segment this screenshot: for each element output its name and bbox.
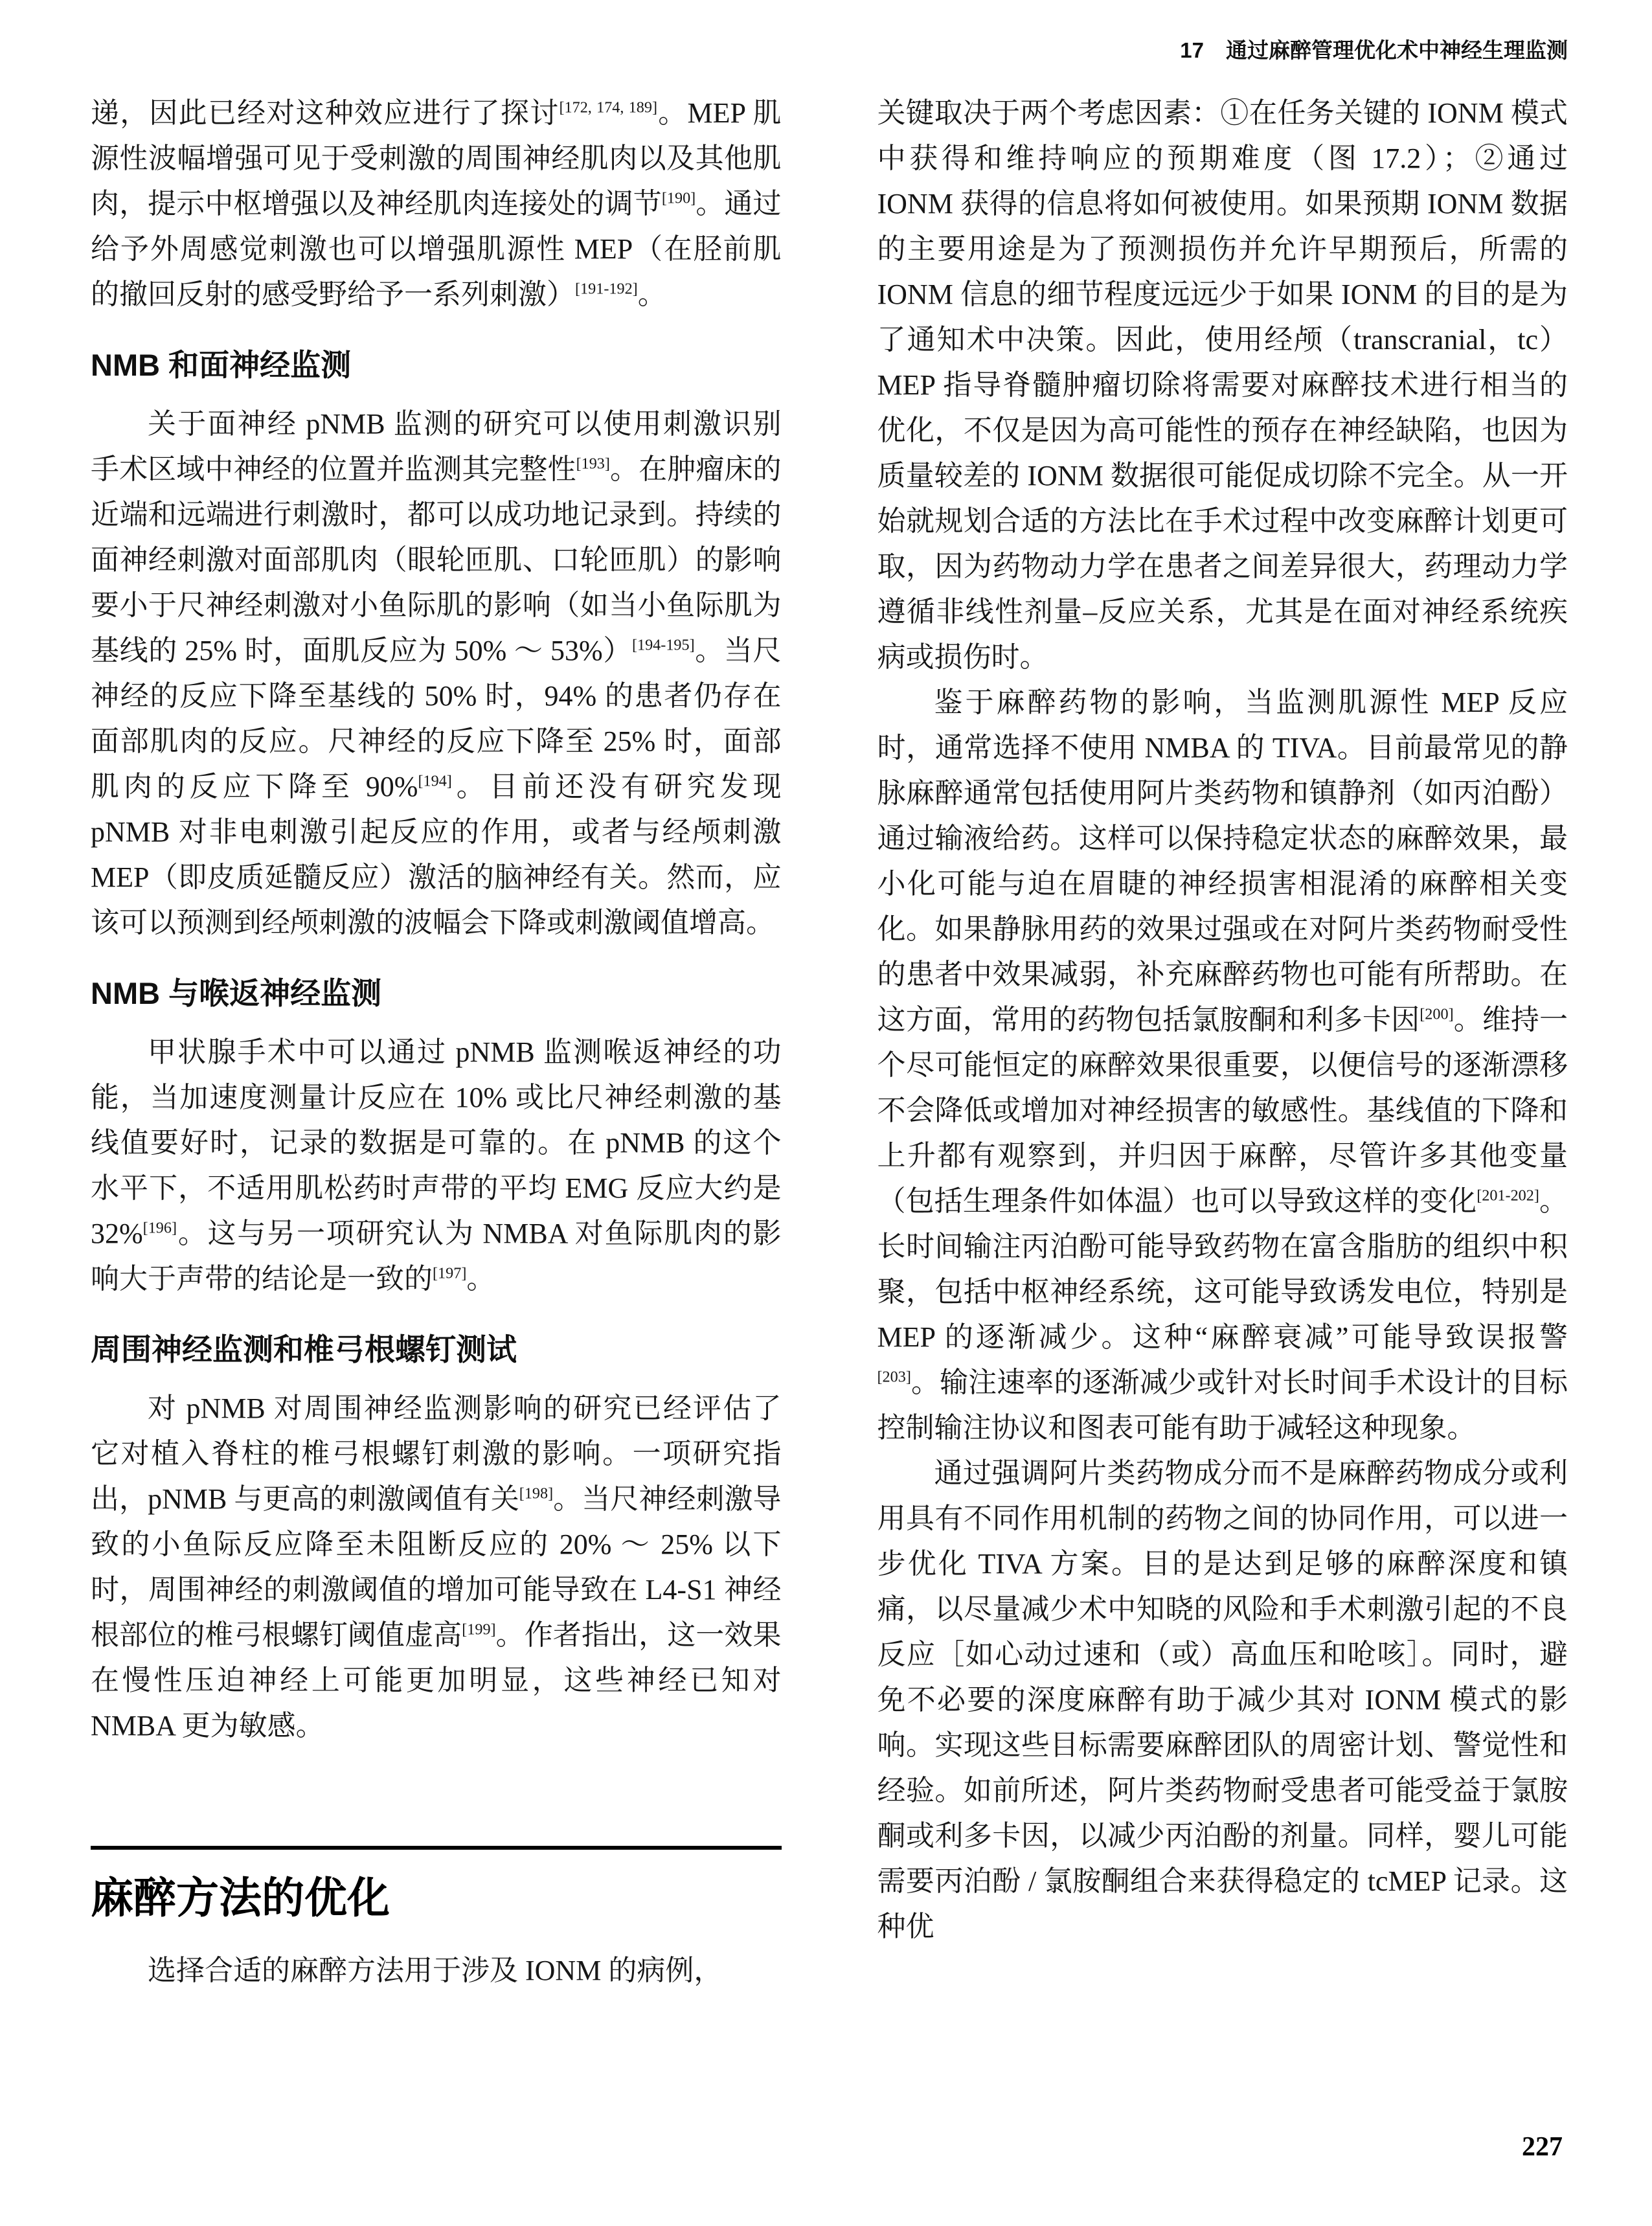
body-paragraph: 递，因此已经对这种效应进行了探讨[172, 174, 189]。MEP 肌源性波幅增强可见于受刺激的周围神经肌肉以及其他肌肉，提示中枢增强以及神经肌肉连接处的调节[190]。通过给予外周感觉刺激也可以增强肌源性 MEP（在胫前肌的撤回反射的感受野给予一系列刺激）[191-192]。 [91, 97, 782, 310]
body-paragraph: 甲状腺手术中可以通过 pNMB 监测喉返神经的功能，当加速度测量计反应在 10% 或比尺神经刺激的基线值要好时，记录的数据是可靠的。在 pNMB 的这个水平下，不适用肌松药时声带的平均 EMG 反应大约是 32%[196]。这与另一项研究认为 NMBA 对鱼际肌肉的影响大于声带的结论是一致的[197]。 [91, 1036, 782, 1295]
body-paragraph: 鉴于麻醉药物的影响，当监测肌源性 MEP 反应时，通常选择不使用 NMBA 的 TIVA。目前最常见的静脉麻醉通常包括使用阿片类药物和镇静剂（如丙泊酚）通过输液给药。这样可以保持稳定状态的麻醉效果，最小化可能与迫在眉睫的神经损害相混淆的麻醉相关变化。如果静脉用药的效果过强或在对阿片类药物耐受性的患者中效果减弱，补充麻醉药物也可能有所帮助。在这方面，常用的药物包括氯胺酮和利多卡因[200]。维持一个尽可能恒定的麻醉效果很重要，以便信号的逐渐漂移不会降低或增加对神经损害的敏感性。基线值的下降和上升都有观察到，并归因于麻醉，尽管许多其他变量（包括生理条件如体温）也可以导致这样的变化[201-202]。长时间输注丙泊酚可能导致药物在富含脂肪的组织中积聚，包括中枢神经系统，这可能导致诱发电位，特别是 MEP 的逐渐减少。这种“麻醉衰减”可能导致误报警[203]。输注速率的逐渐减少或针对长时间手术设计的目标控制输注协议和图表可能有助于减轻这种现象。 [877, 687, 1568, 1444]
reference-marker: [194-195] [631, 636, 695, 654]
reference-marker: [200] [1420, 1005, 1454, 1023]
body-paragraph: 关于面神经 pNMB 监测的研究可以使用刺激识别手术区域中神经的位置并监测其完整性[193]。在肿瘤床的近端和远端进行刺激时，都可以成功地记录到。持续的面神经刺激对面部肌肉（眼轮匝肌、口轮匝肌）的影响要小于尺神经刺激对小鱼际肌的影响（如当小鱼际肌为基线的 25% 时，面肌反应为 50% ～ 53%）[194-195]。当尺神经的反应下降至基线的 50% 时，94% 的患者仍存在面部肌肉的反应。尺神经的反应下降至 25% 时，面部肌肉的反应下降至 90%[194]。目前还没有研究发现 pNMB 对非电刺激引起反应的作用，或者与经颅刺激 MEP（即皮质延髓反应）激活的脑神经有关。然而，应该可以预测到经颅刺激的波幅会下降或刺激阈值增高。 [91, 408, 782, 938]
major-section-rule [91, 1846, 782, 1924]
left-column [91, 91, 782, 1993]
reference-marker: [193] [576, 455, 610, 473]
body-paragraph: 对 pNMB 对周围神经监测影响的研究已经评估了它对植入脊柱的椎弓根螺钉刺激的影响。一项研究指出，pNMB 与更高的刺激阈值有关[198]。当尺神经刺激导致的小鱼际反应降至未阻断反应的 20% ～ 25% 以下时，周围神经的刺激阈值的增加可能导致在 L4-S1 神经根部位的椎弓根螺钉阈值虚高[199]。作者指出，这一效果在慢性压迫神经上可能更加明显，这些神经已知对 NMBA 更为敏感。 [91, 1392, 782, 1742]
reference-marker: [190] [661, 189, 696, 207]
body-paragraph: 选择合适的麻醉方法用于涉及 IONM 的病例， [148, 1955, 723, 1986]
page-number: 227 [1522, 2132, 1563, 2162]
two-column-layout [91, 91, 1568, 1993]
reference-marker: [199] [462, 1620, 496, 1639]
body-paragraph: 通过强调阿片类药物成分而不是麻醉药物成分或利用具有不同作用机制的药物之间的协同作用，可以进一步优化 TIVA 方案。目的是达到足够的麻醉深度和镇痛，以尽量减少术中知晓的风险和手术刺激引起的不良反应［如心动过速和（或）高血压和呛咳］。同时，避免不必要的深度麻醉有助于减少其对 IONM 模式的影响。实现这些目标需要麻醉团队的周密计划、警觉性和经验。如前所述，阿片类药物耐受患者可能受益于氯胺酮或利多卡因，以减少丙泊酚的剂量。同样，婴儿可能需要丙泊酚 / 氯胺酮组合来获得稳定的 tcMEP 记录。这种优 [877, 1457, 1568, 1942]
section-heading: NMB 和面神经监测 [91, 348, 352, 382]
right-column [877, 91, 1568, 1993]
reference-marker: [191-192] [575, 280, 638, 298]
body-paragraph: 关键取决于两个考虑因素：①在任务关键的 IONM 模式中获得和维持响应的预期难度（图 17.2）；②通过 IONM 获得的信息将如何被使用。如果预期 IONM 数据的主要用途是为了预测损伤并允许早期预后，所需的 IONM 信息的细节程度远远少于如果 IONM 的目的是为了通知术中决策。因此，使用经颅（transcranial，tc）MEP 指导脊髓肿瘤切除将需要对麻醉技术进行相当的优化，不仅是因为高可能性的预存在神经缺陷，也因为质量较差的 IONM 数据很可能促成切除不完全。从一开始就规划合适的方法比在手术过程中改变麻醉计划更可取，因为药物动力学在患者之间差异很大，药理动力学遵循非线性剂量–反应关系，尤其是在面对神经系统疾病或损伤时。 [877, 97, 1568, 673]
reference-marker: [201-202] [1477, 1187, 1539, 1205]
running-header [91, 38, 1568, 63]
reference-marker: [197] [433, 1264, 467, 1282]
chapter-number: 17 [1180, 38, 1204, 62]
chapter-title: 通过麻醉管理优化术中神经生理监测 [1226, 38, 1568, 62]
reference-marker: [172, 174, 189] [559, 98, 658, 117]
major-section-heading: 麻醉方法的优化 [91, 1875, 390, 1922]
section-heading: NMB 与喉返神经监测 [91, 976, 382, 1010]
reference-marker: [198] [519, 1484, 554, 1503]
reference-marker: [194] [418, 772, 452, 790]
reference-marker: [203] [877, 1368, 911, 1386]
reference-marker: [196] [142, 1219, 177, 1237]
section-heading: 周围神经监测和椎弓根螺钉测试 [91, 1332, 517, 1367]
